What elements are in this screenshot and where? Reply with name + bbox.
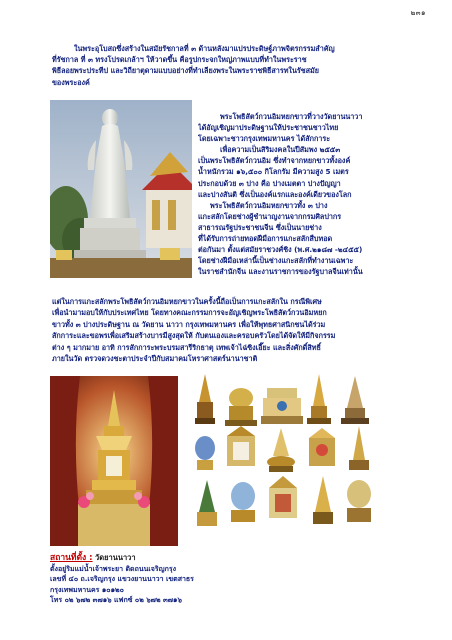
intro-line: ของพระองค์ <box>52 77 90 87</box>
description-line: โดยช่างฝีมือเหล่านี้เป็นช่างแกะสลักที่ทำงานเฉพาะ <box>198 256 354 266</box>
description-line: และปางสันติ ซึ่งเป็นองค์แรกและองค์เดียวของโลก <box>198 189 352 199</box>
event-paragraph <box>52 296 412 364</box>
address-line: ตั้งอยู่ริมแม่น้ำเจ้าพระยา ติดถนนเจริญกรุง <box>50 564 177 573</box>
description-line: ได้อัญเชิญมาประดิษฐานให้ประชาชนชาวไทย <box>198 123 339 133</box>
description-line: พระโพธิสัตว์กวนอิมหยกขาวที่วางวัดยานนาวา <box>220 112 363 121</box>
event-line: ต่าง ๆ มากมาย อาทิ การสักการะพระบรมสารีริกธาตุ เทพเจ้าไฉ่ซิงเอี๊ยะ และสิ่งศักดิ์สิทธิ์ <box>52 342 321 352</box>
phone-fax-line: โทร ๐๒ ๖๗๒ ๓๗๑๖ แฟกซ์ ๐๒ ๖๗๒ ๓๗๑๖ <box>50 596 182 605</box>
description-line: น้ำหนักรวม ๑๖,๕๐๐ กิโลกรัม มีความสูง 5 เมตร <box>198 167 349 177</box>
location-name: วัดยานนาวา <box>95 553 136 562</box>
description-line: ต่อกันมา ตั้งแต่สมัยราชวงศ์ชิง (พ.ศ.๒๑๘๗ -๒๔๕๕) <box>198 245 363 255</box>
intro-line: พิธีลอยพระประทีป และวิถียาตุดามแบบอย่างที่ทำเลียงพระในพระราชพิธีสารทในรัชสมัย <box>52 66 319 76</box>
location-label: สถานที่ตั้ง : <box>50 553 93 563</box>
event-line: สักการะและขอพรเพื่อเสริมสร้างบารมีสูงสุดให้ กับตนเองและครอบครัวโดยได้จัดให้มีกิจกรรม <box>52 331 336 341</box>
address-line: เลขที่ ๔๐ ถ.เจริญกรุง แขวงยานนาวา เขตสาธร <box>50 575 194 584</box>
intro-line: ที่รัชกาล ที่ ๓ ทรงโปรดเกล้าฯ ให้วาดขึ้น คือรูปกระจกใหญ่ภาพแบบที่ทำในพระราช <box>52 55 307 65</box>
description-line: สาธารณรัฐประชาชนจีน ซึ่งเป็นนายช่าง <box>198 222 322 232</box>
event-line: ภายในวัด ตรวจดวงชะตาประจำปีกับสมาคมโหราศาสตร์นานาชาติ <box>52 354 258 364</box>
description-line: ประกอบด้วย ๓ ปาง คือ ปางเมตตา ปางปัญญา <box>198 178 341 188</box>
description-line: ที่ได้รับการถ่ายทอดฝีมือการแกะสลักสืบทอด <box>198 234 333 244</box>
page-number: ๒๓๑ <box>410 9 426 17</box>
description-line: แกะสลักโดยช่างผู้ชำนาญงานจากกรมศิลปากร <box>198 211 342 221</box>
description-line: พระโพธิสัตว์กวนอิมหยกขาวทั้ง ๓ ปาง <box>210 200 328 210</box>
event-line: เพื่อนำมามอบให้กับประเทศไทย โดยทางคณะกรรมการจะอัญเชิญพระโพธิสัตว์กวนอิมหยก <box>52 308 327 318</box>
relic-stupas-photo <box>193 372 383 537</box>
golden-shrine-photo <box>50 376 178 546</box>
description-line: เพื่อความเป็นสิริมงคลในปีสัมพง ๒๕๕๓ <box>220 145 341 155</box>
location-info <box>50 553 310 606</box>
address-line: กรุงเทพมหานคร ๑๐๑๒๐ <box>50 585 124 594</box>
description-line: โดยเฉพาะชาวกรุงเทพมหานคร ได้สักการะ <box>198 134 331 144</box>
intro-line: ในพระอุโบสถซึ่งสร้างในสมัยรัชกาลที่ ๓ ด้านหลังมาแปรประดิษฐ์ภาพจิตรกรรมสำคัญ <box>74 44 335 53</box>
event-line: ขาวทั้ง ๓ ปางประดิษฐาน ณ วัดยาน นาวา กรุงเทพมหานคร เพื่อให้พุทธศาสนิกชนได้ร่วม <box>52 319 326 329</box>
guanyin-statue-photo <box>50 100 192 278</box>
description-line: เป็นพระโพธิสัตว์กวนอิม ซึ่งทำจากหยกขาวทั้งองค์ <box>198 156 351 166</box>
statue-description <box>198 111 413 277</box>
intro-paragraph <box>52 43 412 88</box>
description-line: ในราชสำนักจีน และงานราชการของรัฐบาลจีนเท่านั้น <box>198 267 363 277</box>
event-line: แต่ในการแกะสลักพระโพธิสัตว์กวนอิมหยกขาวในครั้งนี้ถือเป็นการแกะสลักใน กรณีพิเศษ <box>52 297 322 306</box>
